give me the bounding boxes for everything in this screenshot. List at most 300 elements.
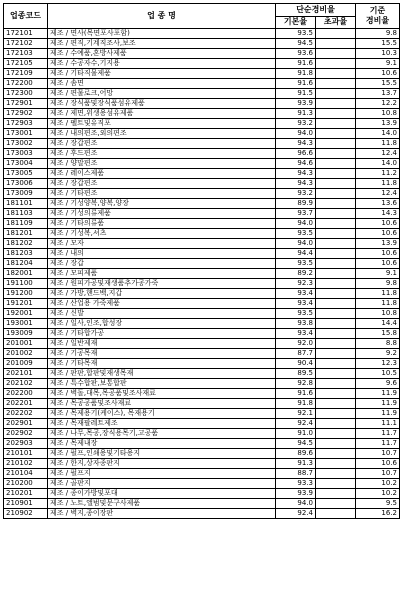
table-row xyxy=(4,329,400,339)
row-excess-rate xyxy=(316,299,356,309)
row-code: 172903 xyxy=(4,119,48,129)
row-standard-rate: 11.9 xyxy=(356,409,400,419)
row-basic-rate: 89.2 xyxy=(276,269,316,279)
row-standard-rate: 8.8 xyxy=(356,339,400,349)
row-standard-rate: 15.8 xyxy=(356,329,400,339)
table-row xyxy=(4,259,400,269)
row-code: 181203 xyxy=(4,249,48,259)
row-standard-rate: 11.8 xyxy=(356,139,400,149)
row-excess-rate xyxy=(316,279,356,289)
row-code: 202200 xyxy=(4,389,48,399)
row-excess-rate xyxy=(316,319,356,329)
table-row xyxy=(4,499,400,509)
row-basic-rate: 89.5 xyxy=(276,369,316,379)
row-standard-rate: 9.1 xyxy=(356,59,400,69)
row-name: 제조 / 목제용기(케이스), 목재용기 xyxy=(48,409,276,419)
row-name: 제조 / 편물로크,어망 xyxy=(48,89,276,99)
table-row xyxy=(4,129,400,139)
row-standard-rate: 9.5 xyxy=(356,499,400,509)
row-basic-rate: 94.0 xyxy=(276,239,316,249)
row-excess-rate xyxy=(316,129,356,139)
row-excess-rate xyxy=(316,339,356,349)
row-excess-rate xyxy=(316,149,356,159)
row-name: 제조 / 노트,앨범및문구사제품 xyxy=(48,499,276,509)
row-name: 제조 / 일사,인조,합성장 xyxy=(48,319,276,329)
row-basic-rate: 93.4 xyxy=(276,289,316,299)
row-basic-rate: 92.1 xyxy=(276,409,316,419)
row-code: 181202 xyxy=(4,239,48,249)
row-name: 제조 / 솜면 xyxy=(48,79,276,89)
row-basic-rate: 94.0 xyxy=(276,219,316,229)
table-row xyxy=(4,159,400,169)
table-row xyxy=(4,299,400,309)
row-name: 제조 / 판판,합판및재생목재 xyxy=(48,369,276,379)
header-simple-rate-group: 단순경비율 xyxy=(276,4,356,17)
row-code: 181103 xyxy=(4,209,48,219)
row-name: 제조 / 나무,목공,장식용목기,고공품 xyxy=(48,429,276,439)
table-row xyxy=(4,449,400,459)
row-standard-rate: 9.2 xyxy=(356,349,400,359)
table-row xyxy=(4,249,400,259)
row-basic-rate: 89.6 xyxy=(276,449,316,459)
row-basic-rate: 91.8 xyxy=(276,399,316,409)
table-row xyxy=(4,59,400,69)
row-standard-rate: 14.0 xyxy=(356,129,400,139)
row-code: 210902 xyxy=(4,509,48,519)
row-name: 제조 / 원피가공및재생품추가공가죽 xyxy=(48,279,276,289)
table-row xyxy=(4,509,400,519)
row-code: 172101 xyxy=(4,29,48,39)
row-basic-rate: 90.4 xyxy=(276,359,316,369)
row-code: 173009 xyxy=(4,189,48,199)
row-excess-rate xyxy=(316,179,356,189)
row-standard-rate: 10.8 xyxy=(356,109,400,119)
header-code: 업종코드 xyxy=(4,4,48,29)
row-name: 제조 / 모자 xyxy=(48,239,276,249)
header-excess-rate: 초과율 xyxy=(316,16,356,29)
row-excess-rate xyxy=(316,499,356,509)
table-row xyxy=(4,89,400,99)
row-name: 제조 / 모피제품 xyxy=(48,269,276,279)
row-basic-rate: 91.5 xyxy=(276,89,316,99)
row-basic-rate: 88.7 xyxy=(276,469,316,479)
row-basic-rate: 93.9 xyxy=(276,99,316,109)
row-name: 제조 / 펄프,인쇄용및기타용지 xyxy=(48,449,276,459)
row-standard-rate: 10.7 xyxy=(356,469,400,479)
row-name: 제조 / 기타합가공 xyxy=(48,329,276,339)
table-row xyxy=(4,319,400,329)
row-excess-rate xyxy=(316,449,356,459)
row-excess-rate xyxy=(316,489,356,499)
table-row xyxy=(4,369,400,379)
row-basic-rate: 87.7 xyxy=(276,349,316,359)
table-row xyxy=(4,399,400,409)
row-code: 210200 xyxy=(4,479,48,489)
row-basic-rate: 93.2 xyxy=(276,119,316,129)
row-name: 제조 / 펄프지 xyxy=(48,469,276,479)
row-excess-rate xyxy=(316,369,356,379)
row-excess-rate xyxy=(316,349,356,359)
header-basic-rate: 기본율 xyxy=(276,16,316,29)
table-row xyxy=(4,469,400,479)
table-row xyxy=(4,139,400,149)
row-basic-rate: 91.8 xyxy=(276,69,316,79)
row-basic-rate: 94.3 xyxy=(276,179,316,189)
row-excess-rate xyxy=(316,479,356,489)
row-code: 201009 xyxy=(4,359,48,369)
row-name: 제조 / 목재팔레트제조 xyxy=(48,419,276,429)
row-code: 191201 xyxy=(4,299,48,309)
row-basic-rate: 93.9 xyxy=(276,489,316,499)
row-standard-rate: 12.3 xyxy=(356,359,400,369)
row-excess-rate xyxy=(316,169,356,179)
table-row xyxy=(4,419,400,429)
row-code: 202903 xyxy=(4,439,48,449)
row-code: 173005 xyxy=(4,169,48,179)
table-row xyxy=(4,169,400,179)
row-excess-rate xyxy=(316,159,356,169)
row-code: 172105 xyxy=(4,59,48,69)
row-standard-rate: 16.2 xyxy=(356,509,400,519)
row-excess-rate xyxy=(316,199,356,209)
table-row xyxy=(4,79,400,89)
row-code: 172902 xyxy=(4,109,48,119)
row-excess-rate xyxy=(316,89,356,99)
header-name: 업 종 명 xyxy=(48,4,276,29)
row-code: 202202 xyxy=(4,409,48,419)
row-name: 제조 / 기타직물제품 xyxy=(48,69,276,79)
header-standard-line2: 경비율 xyxy=(365,16,390,25)
row-name: 제조 / 기타목재 xyxy=(48,359,276,369)
row-name: 제조 / 목공공품및조사재료 xyxy=(48,399,276,409)
row-name: 제조 / 장갑편조 xyxy=(48,179,276,189)
row-standard-rate: 10.8 xyxy=(356,309,400,319)
table-row xyxy=(4,219,400,229)
row-basic-rate: 93.5 xyxy=(276,229,316,239)
row-basic-rate: 93.7 xyxy=(276,209,316,219)
row-basic-rate: 91.6 xyxy=(276,389,316,399)
row-name: 제조 / 제면,위생용섬유제품 xyxy=(48,109,276,119)
row-standard-rate: 10.6 xyxy=(356,459,400,469)
row-code: 172103 xyxy=(4,49,48,59)
row-name: 제조 / 가방,핸드백,지갑 xyxy=(48,289,276,299)
row-code: 173002 xyxy=(4,139,48,149)
row-name: 제조 / 펠트및유직포 xyxy=(48,119,276,129)
table-row xyxy=(4,239,400,249)
row-basic-rate: 94.3 xyxy=(276,139,316,149)
table-row xyxy=(4,279,400,289)
row-basic-rate: 91.6 xyxy=(276,79,316,89)
row-standard-rate: 10.6 xyxy=(356,219,400,229)
row-basic-rate: 93.5 xyxy=(276,259,316,269)
row-basic-rate: 92.4 xyxy=(276,509,316,519)
row-code: 192001 xyxy=(4,309,48,319)
row-code: 191100 xyxy=(4,279,48,289)
row-name: 제조 / 장갑편조 xyxy=(48,139,276,149)
row-standard-rate: 15.5 xyxy=(356,39,400,49)
table-row xyxy=(4,429,400,439)
row-excess-rate xyxy=(316,309,356,319)
row-code: 181204 xyxy=(4,259,48,269)
row-basic-rate: 93.6 xyxy=(276,49,316,59)
row-standard-rate: 9.8 xyxy=(356,279,400,289)
row-name: 제조 / 기성양복,양복,양장 xyxy=(48,199,276,209)
row-excess-rate xyxy=(316,469,356,479)
row-standard-rate: 14.4 xyxy=(356,319,400,329)
table-row xyxy=(4,339,400,349)
row-standard-rate: 10.6 xyxy=(356,249,400,259)
row-excess-rate xyxy=(316,109,356,119)
row-code: 191200 xyxy=(4,289,48,299)
table-body xyxy=(4,29,400,519)
row-excess-rate xyxy=(316,59,356,69)
table-row xyxy=(4,119,400,129)
row-basic-rate: 94.5 xyxy=(276,439,316,449)
row-standard-rate: 13.6 xyxy=(356,199,400,209)
row-name: 제조 / 장식품및장식품섬유제품 xyxy=(48,99,276,109)
row-excess-rate xyxy=(316,139,356,149)
row-code: 172300 xyxy=(4,89,48,99)
row-name: 제조 / 벽지,종이장판 xyxy=(48,509,276,519)
row-basic-rate: 91.6 xyxy=(276,59,316,69)
row-standard-rate: 10.2 xyxy=(356,479,400,489)
table-row xyxy=(4,49,400,59)
row-name: 제조 / 장갑 xyxy=(48,259,276,269)
row-standard-rate: 10.3 xyxy=(356,49,400,59)
row-basic-rate: 93.2 xyxy=(276,189,316,199)
rate-table-container xyxy=(3,3,400,519)
row-standard-rate: 10.6 xyxy=(356,229,400,239)
row-name: 제조 / 벽돌,대목,목공품및조사재료 xyxy=(48,389,276,399)
row-code: 172109 xyxy=(4,69,48,79)
row-standard-rate: 11.8 xyxy=(356,299,400,309)
row-name: 제조 / 수공자수,기지용 xyxy=(48,59,276,69)
row-code: 172901 xyxy=(4,99,48,109)
row-excess-rate xyxy=(316,209,356,219)
row-name: 제조 / 수예품,혼방사제품 xyxy=(48,49,276,59)
table-row xyxy=(4,179,400,189)
row-basic-rate: 94.0 xyxy=(276,129,316,139)
row-standard-rate: 10.6 xyxy=(356,259,400,269)
row-excess-rate xyxy=(316,289,356,299)
table-row xyxy=(4,199,400,209)
row-code: 172200 xyxy=(4,79,48,89)
row-code: 210102 xyxy=(4,459,48,469)
row-basic-rate: 93.4 xyxy=(276,329,316,339)
row-basic-rate: 91.3 xyxy=(276,109,316,119)
row-standard-rate: 11.9 xyxy=(356,389,400,399)
row-name: 제조 / 특수합판,보통합판 xyxy=(48,379,276,389)
row-basic-rate: 94.5 xyxy=(276,39,316,49)
row-name: 제조 / 편직,기계직조사,보조 xyxy=(48,39,276,49)
row-excess-rate xyxy=(316,119,356,129)
table-row xyxy=(4,39,400,49)
row-code: 173004 xyxy=(4,159,48,169)
table-header-row-1 xyxy=(4,4,400,17)
row-excess-rate xyxy=(316,39,356,49)
table-row xyxy=(4,289,400,299)
row-excess-rate xyxy=(316,259,356,269)
row-standard-rate: 11.2 xyxy=(356,169,400,179)
row-name: 제조 / 기성의류제품 xyxy=(48,209,276,219)
table-row xyxy=(4,459,400,469)
table-row xyxy=(4,309,400,319)
row-excess-rate xyxy=(316,459,356,469)
table-row xyxy=(4,409,400,419)
row-name: 제조 / 레이스제품 xyxy=(48,169,276,179)
row-standard-rate: 9.6 xyxy=(356,379,400,389)
row-standard-rate: 14.0 xyxy=(356,159,400,169)
row-excess-rate xyxy=(316,49,356,59)
row-name: 제조 / 골판지 xyxy=(48,479,276,489)
row-excess-rate xyxy=(316,269,356,279)
row-name: 제조 / 종이가방및포대 xyxy=(48,489,276,499)
row-excess-rate xyxy=(316,329,356,339)
row-code: 181201 xyxy=(4,229,48,239)
table-row xyxy=(4,209,400,219)
row-standard-rate: 11.7 xyxy=(356,439,400,449)
row-standard-rate: 11.7 xyxy=(356,429,400,439)
row-excess-rate xyxy=(316,79,356,89)
row-excess-rate xyxy=(316,429,356,439)
row-code: 181109 xyxy=(4,219,48,229)
row-name: 제조 / 기성복,셔츠 xyxy=(48,229,276,239)
row-excess-rate xyxy=(316,229,356,239)
row-name: 제조 / 기타의류품 xyxy=(48,219,276,229)
row-code: 182001 xyxy=(4,269,48,279)
row-name: 제조 / 한지,상자종판지 xyxy=(48,459,276,469)
row-name: 제조 / 목제내장 xyxy=(48,439,276,449)
table-row xyxy=(4,439,400,449)
row-standard-rate: 13.7 xyxy=(356,89,400,99)
row-name: 제조 / 기타편조 xyxy=(48,189,276,199)
row-standard-rate: 13.9 xyxy=(356,239,400,249)
row-code: 202201 xyxy=(4,399,48,409)
row-excess-rate xyxy=(316,399,356,409)
row-standard-rate: 11.8 xyxy=(356,289,400,299)
row-name: 제조 / 기공목재 xyxy=(48,349,276,359)
row-code: 172102 xyxy=(4,39,48,49)
row-basic-rate: 94.0 xyxy=(276,499,316,509)
row-name: 제조 / 양말편조 xyxy=(48,159,276,169)
row-standard-rate: 10.7 xyxy=(356,449,400,459)
row-basic-rate: 93.4 xyxy=(276,299,316,309)
row-code: 193001 xyxy=(4,319,48,329)
row-basic-rate: 89.9 xyxy=(276,199,316,209)
row-standard-rate: 12.2 xyxy=(356,99,400,109)
table-row xyxy=(4,189,400,199)
row-excess-rate xyxy=(316,389,356,399)
row-excess-rate xyxy=(316,509,356,519)
row-standard-rate: 12.4 xyxy=(356,189,400,199)
table-row xyxy=(4,359,400,369)
row-standard-rate: 11.8 xyxy=(356,179,400,189)
row-basic-rate: 91.3 xyxy=(276,459,316,469)
row-basic-rate: 92.4 xyxy=(276,419,316,429)
row-code: 201001 xyxy=(4,339,48,349)
table-row xyxy=(4,479,400,489)
table-row xyxy=(4,349,400,359)
table-row xyxy=(4,109,400,119)
row-code: 181101 xyxy=(4,199,48,209)
row-excess-rate xyxy=(316,189,356,199)
row-code: 210101 xyxy=(4,449,48,459)
row-standard-rate: 13.9 xyxy=(356,119,400,129)
row-excess-rate xyxy=(316,419,356,429)
row-standard-rate: 10.5 xyxy=(356,369,400,379)
row-excess-rate xyxy=(316,409,356,419)
row-excess-rate xyxy=(316,359,356,369)
row-code: 210201 xyxy=(4,489,48,499)
row-code: 173003 xyxy=(4,149,48,159)
row-name: 제조 / 후드편조 xyxy=(48,149,276,159)
table-row xyxy=(4,389,400,399)
row-basic-rate: 93.5 xyxy=(276,29,316,39)
row-excess-rate xyxy=(316,69,356,79)
row-code: 202102 xyxy=(4,379,48,389)
row-excess-rate xyxy=(316,219,356,229)
row-name: 제조 / 일반제재 xyxy=(48,339,276,349)
row-basic-rate: 93.8 xyxy=(276,319,316,329)
row-excess-rate xyxy=(316,239,356,249)
row-code: 193009 xyxy=(4,329,48,339)
header-standard-line1: 기준 xyxy=(369,6,386,15)
row-code: 210901 xyxy=(4,499,48,509)
row-standard-rate: 9.8 xyxy=(356,29,400,39)
expense-rate-table xyxy=(3,3,400,519)
row-excess-rate xyxy=(316,249,356,259)
row-basic-rate: 94.4 xyxy=(276,249,316,259)
row-basic-rate: 94.6 xyxy=(276,159,316,169)
row-excess-rate xyxy=(316,439,356,449)
row-standard-rate: 12.4 xyxy=(356,149,400,159)
row-excess-rate xyxy=(316,99,356,109)
row-basic-rate: 93.5 xyxy=(276,309,316,319)
row-basic-rate: 92.8 xyxy=(276,379,316,389)
row-basic-rate: 91.0 xyxy=(276,429,316,439)
row-name: 제조 / 신발 xyxy=(48,309,276,319)
row-standard-rate: 11.1 xyxy=(356,419,400,429)
row-name: 제조 / 산업용 가죽제품 xyxy=(48,299,276,309)
table-row xyxy=(4,69,400,79)
row-standard-rate: 15.5 xyxy=(356,79,400,89)
row-name: 제조 / 내의편조,외의편조 xyxy=(48,129,276,139)
table-row xyxy=(4,269,400,279)
row-code: 202101 xyxy=(4,369,48,379)
row-code: 202901 xyxy=(4,419,48,429)
row-code: 210104 xyxy=(4,469,48,479)
row-code: 173006 xyxy=(4,179,48,189)
row-code: 202902 xyxy=(4,429,48,439)
row-excess-rate xyxy=(316,379,356,389)
row-basic-rate: 94.3 xyxy=(276,169,316,179)
table-row xyxy=(4,99,400,109)
row-basic-rate: 96.6 xyxy=(276,149,316,159)
row-code: 173001 xyxy=(4,129,48,139)
table-row xyxy=(4,229,400,239)
row-basic-rate: 92.0 xyxy=(276,339,316,349)
table-row xyxy=(4,379,400,389)
table-row xyxy=(4,489,400,499)
row-basic-rate: 93.3 xyxy=(276,479,316,489)
row-excess-rate xyxy=(316,29,356,39)
row-name: 제조 / 내의 xyxy=(48,249,276,259)
row-code: 201002 xyxy=(4,349,48,359)
table-row xyxy=(4,149,400,159)
header-standard-rate xyxy=(356,4,400,29)
row-standard-rate: 9.1 xyxy=(356,269,400,279)
row-standard-rate: 10.2 xyxy=(356,489,400,499)
